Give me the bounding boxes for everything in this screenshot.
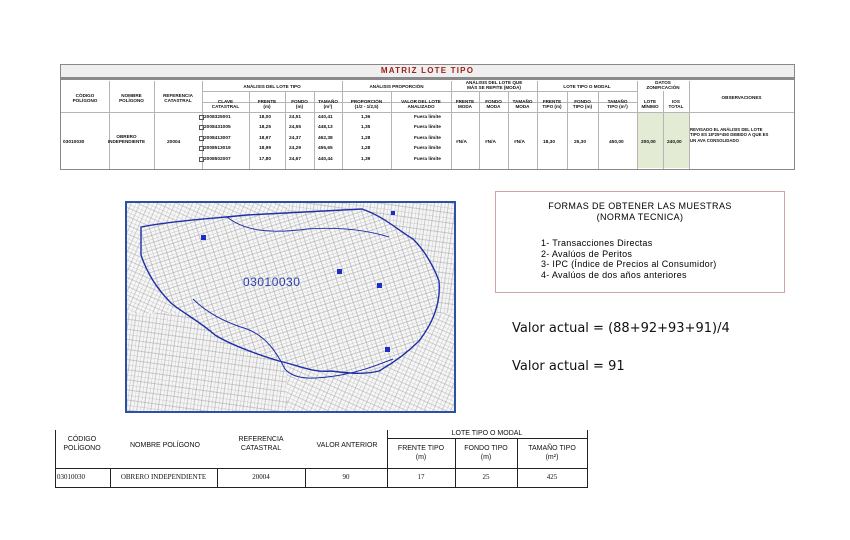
- bhdr-fondo: FONDO TIPO (m): [464, 445, 508, 461]
- row-tamano: 462,38: [318, 136, 333, 141]
- sub-frente: FRENTE (m): [257, 99, 277, 110]
- formas-list: [541, 238, 717, 280]
- sub-modal-tamano: TAMAÑO TIPO (m²): [607, 99, 628, 110]
- list-item: 2- Avalúos de Peritos: [541, 248, 633, 259]
- lote-modal-summary-table: [55, 430, 587, 488]
- poly-lote-minimo: 200,00: [641, 140, 656, 145]
- sub-valor-lote: VALOR DEL LOTE ANALIZADO: [401, 99, 441, 110]
- row-proporcion: 1,36: [361, 115, 371, 120]
- hdr-codigo: CÓDIGO POLÍGONO: [72, 93, 98, 104]
- row-tamano: 440,41: [318, 115, 333, 120]
- row-frente: 17,80: [259, 157, 272, 162]
- formula-valor-actual-result: Valor actual = 91: [512, 359, 625, 374]
- list-item: 3- IPC (Índice de Precios al Consumidor): [541, 259, 717, 269]
- row-frente: 18,25: [259, 125, 272, 130]
- poly-codigo: 03010030: [63, 140, 85, 145]
- hdr-analisis-lote: ANÁLISIS DEL LOTE TIPO: [243, 84, 301, 89]
- poly-modal-frente: 18,30: [543, 140, 556, 145]
- row-tamano: 448,13: [318, 125, 333, 130]
- row-proporcion: 1,35: [361, 125, 371, 130]
- row-frente: 18,97: [259, 136, 272, 141]
- row-fondo: 24,37: [289, 136, 302, 141]
- bval-frente: 17: [417, 473, 425, 481]
- formas-muestras-box: [495, 191, 785, 293]
- hdr-referencia: REFERENCIA CATASTRAL: [163, 93, 193, 104]
- poly-lote-total: 240,00: [667, 140, 682, 145]
- sub-lote-minimo: LOTE MÍNIMO: [641, 99, 659, 110]
- row-tamano: 455,65: [318, 146, 333, 151]
- row-valor: Fuera límite: [414, 136, 441, 141]
- row-valor: Fuera límite: [414, 115, 441, 120]
- row-clave: 2008413007: [204, 136, 231, 141]
- sub-moda-fondo: FONDO MODA: [485, 99, 502, 110]
- bhdr-lote-modal: LOTE TIPO O MODAL: [451, 430, 523, 437]
- formas-title-line1: FORMAS DE OBTENER LAS MUESTRAS: [548, 201, 732, 211]
- poly-nombre: OBRERO INDEPENDIENTE: [107, 134, 146, 145]
- sub-moda-frente: FRENTE MODA: [455, 99, 475, 110]
- row-valor: Fuera límite: [414, 157, 441, 162]
- poly-referencia: 20004: [167, 140, 181, 145]
- sub-lote-total: IOS TOTAL: [668, 99, 684, 110]
- row-clave: 2008513019: [204, 146, 231, 151]
- sub-moda-tamano: TAMAÑO MODA: [512, 99, 533, 110]
- row-fondo: 24,67: [289, 157, 302, 162]
- matriz-lote-tipo-table: [60, 64, 795, 170]
- poly-observaciones: REVISADO EL ANÁLISIS DEL LOTE TIPO ES 18*25=450 DEBIDO A QUE ES UN AVA CONSOLIDADO: [690, 127, 769, 143]
- row-valor: Fuera límite: [414, 125, 441, 130]
- formas-title: [496, 201, 784, 223]
- bval-valor-anterior: 90: [342, 473, 350, 481]
- poly-moda-frente: #N/A: [456, 140, 467, 145]
- row-clave: 2008431005: [204, 125, 231, 130]
- row-clave: 2008325001: [204, 115, 231, 120]
- sub-clave: CLAVE CATASTRAL: [211, 99, 240, 110]
- sub-modal-fondo: FONDO TIPO (m): [572, 99, 593, 110]
- row-proporcion: 1,39: [361, 157, 371, 162]
- poly-moda-fondo: #N/A: [485, 140, 496, 145]
- row-tamano: 440,44: [318, 157, 333, 162]
- hdr-analisis-proporcion: ANÁLISIS PROPORCIÓN: [369, 84, 424, 89]
- poly-modal-tamano: 450,00: [609, 140, 624, 145]
- row-frente: 18,00: [259, 115, 272, 120]
- formula-valor-actual-calc: Valor actual = (88+92+93+91)/4: [512, 321, 730, 336]
- hdr-datos-zonificacion: DATOS ZONIFICACIÓN: [646, 80, 680, 91]
- row-proporcion: 1,28: [361, 146, 371, 151]
- hdr-analisis-moda: ANÁLISIS DEL LOTE QUE MÁS SE REPITE (MODA): [465, 80, 523, 91]
- bhdr-tamano: TAMAÑO TIPO (m²): [528, 445, 576, 461]
- poly-modal-fondo: 25,30: [574, 140, 587, 145]
- bval-nombre: OBRERO INDEPENDIENTE: [120, 473, 207, 481]
- row-valor: Fuera límite: [414, 146, 441, 151]
- row-proporcion: 1,28: [361, 136, 371, 141]
- sub-modal-frente: FRENTE TIPO (m): [542, 99, 562, 110]
- map-graphic: [127, 203, 454, 411]
- poly-moda-tamano: #N/A: [514, 140, 525, 145]
- hdr-lote-modal: LOTE TIPO O MODAL: [563, 84, 611, 89]
- bhdr-valor-anterior: VALOR ANTERIOR: [316, 442, 378, 449]
- bval-codigo: 03010030: [57, 473, 85, 481]
- sub-fondo: FONDO (m): [291, 99, 308, 110]
- map-polygon-label: 03010030: [243, 275, 301, 289]
- bval-fondo: 25: [482, 473, 490, 481]
- bhdr-referencia: REFERENCIA CATASTRAL: [238, 436, 284, 452]
- list-item: 1- Transacciones Directas: [541, 238, 653, 248]
- row-clave: 2008502007: [204, 157, 231, 162]
- sub-tamano: TAMAÑO (m²): [318, 99, 338, 110]
- bhdr-nombre: NOMBRE POLÍGONO: [129, 442, 200, 449]
- matrix-title: MATRIZ LOTE TIPO: [61, 65, 794, 80]
- row-fondo: 24,29: [289, 146, 302, 151]
- row-fondo: 24,55: [289, 125, 302, 130]
- row-fondo: 24,51: [289, 115, 302, 120]
- sub-proporcion: PROPORCIÓN (1/2 - 1/2,5): [350, 99, 383, 110]
- row-frente: 18,99: [259, 146, 272, 151]
- formas-title-line2: (NORMA TECNICA): [596, 212, 684, 222]
- list-item: 4- Avalúos de dos años anteriores: [541, 269, 687, 280]
- bval-referencia: 20004: [252, 473, 270, 481]
- hdr-observaciones: OBSERVACIONES: [721, 95, 762, 100]
- bhdr-frente: FRENTE TIPO (m): [397, 445, 445, 461]
- hdr-nombre: NOMBRE POLÍGONO: [119, 93, 144, 104]
- bval-tamano: 425: [546, 473, 558, 481]
- cadastral-map: [125, 201, 456, 413]
- bhdr-codigo: CÓDIGO POLÍGONO: [63, 436, 101, 452]
